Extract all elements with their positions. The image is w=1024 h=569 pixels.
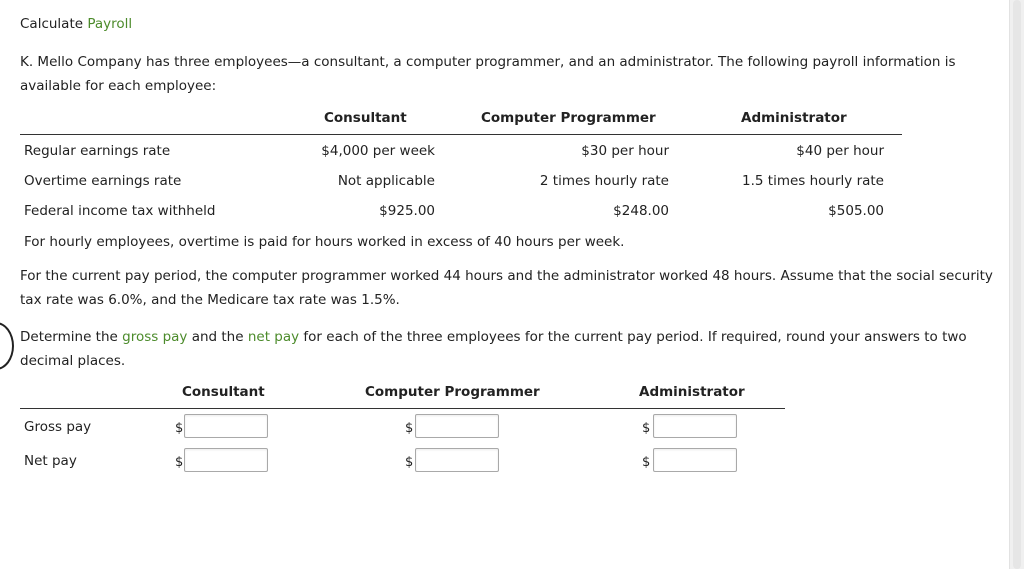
cell-consultant: $4,000 per week: [321, 143, 435, 159]
currency-symbol: $: [405, 421, 414, 436]
answer-header-rule: [20, 408, 785, 409]
overtime-note: For hourly employees, overtime is paid for hours worked in excess of 40 hours per week.: [24, 234, 625, 250]
instructions-paragraph: [20, 325, 995, 373]
administrator-gross-pay-input[interactable]: [653, 414, 737, 438]
currency-symbol: $: [175, 455, 184, 470]
consultant-net-pay-input[interactable]: [184, 448, 268, 472]
info-header-programmer: Computer Programmer: [481, 110, 656, 126]
row-label: Regular earnings rate: [24, 143, 171, 159]
instructions-text: and the: [187, 329, 248, 345]
answer-header-programmer: Computer Programmer: [365, 384, 540, 400]
title-highlight: Payroll: [87, 16, 133, 32]
net-pay-term: net pay: [247, 329, 300, 345]
intro-paragraph: K. Mello Company has three employees—a consultant, a computer programmer, and an administrator. The following payroll information is available for each employee:: [20, 54, 956, 94]
row-label: Overtime earnings rate: [24, 173, 182, 189]
scrollbar-thumb[interactable]: [1013, 0, 1021, 569]
cell-programmer: $30 per hour: [581, 143, 669, 159]
margin-arc-mark: [0, 322, 14, 370]
page-title: [20, 16, 132, 32]
programmer-net-pay-input[interactable]: [415, 448, 499, 472]
currency-symbol: $: [642, 421, 651, 436]
row-label: Federal income tax withheld: [24, 203, 216, 219]
consultant-gross-pay-input[interactable]: [184, 414, 268, 438]
cell-programmer: 2 times hourly rate: [539, 173, 669, 189]
instructions-text: Determine the: [20, 329, 123, 345]
currency-symbol: $: [642, 455, 651, 470]
administrator-net-pay-input[interactable]: [653, 448, 737, 472]
cell-consultant: $925.00: [379, 203, 435, 219]
title-prefix: Calculate: [20, 16, 84, 32]
programmer-gross-pay-input[interactable]: [415, 414, 499, 438]
answer-header-administrator: Administrator: [639, 384, 745, 400]
cell-consultant: Not applicable: [337, 173, 435, 189]
gross-pay-label: Gross pay: [24, 419, 92, 435]
answer-header-consultant: Consultant: [182, 384, 265, 400]
info-header-consultant: Consultant: [324, 110, 407, 126]
period-paragraph: For the current pay period, the computer programmer worked 44 hours and the administrator worked 48 hours. Assume that the social security tax rate was 6.0%, and the Medicare tax rate was 1.5%.: [20, 268, 993, 308]
cell-administrator: 1.5 times hourly rate: [742, 173, 884, 189]
cell-administrator: $40 per hour: [796, 143, 884, 159]
instructions-text: for each of the three employees for the current pay period. If required, round your answers to two decimal places.: [20, 329, 967, 369]
currency-symbol: $: [175, 421, 184, 436]
vertical-scrollbar[interactable]: [1009, 0, 1024, 569]
info-header-administrator: Administrator: [741, 110, 847, 126]
cell-programmer: $248.00: [613, 203, 669, 219]
currency-symbol: $: [405, 455, 414, 470]
info-header-rule: [20, 134, 902, 135]
gross-pay-term: gross pay: [122, 329, 188, 345]
net-pay-label: Net pay: [24, 453, 77, 469]
cell-administrator: $505.00: [828, 203, 884, 219]
